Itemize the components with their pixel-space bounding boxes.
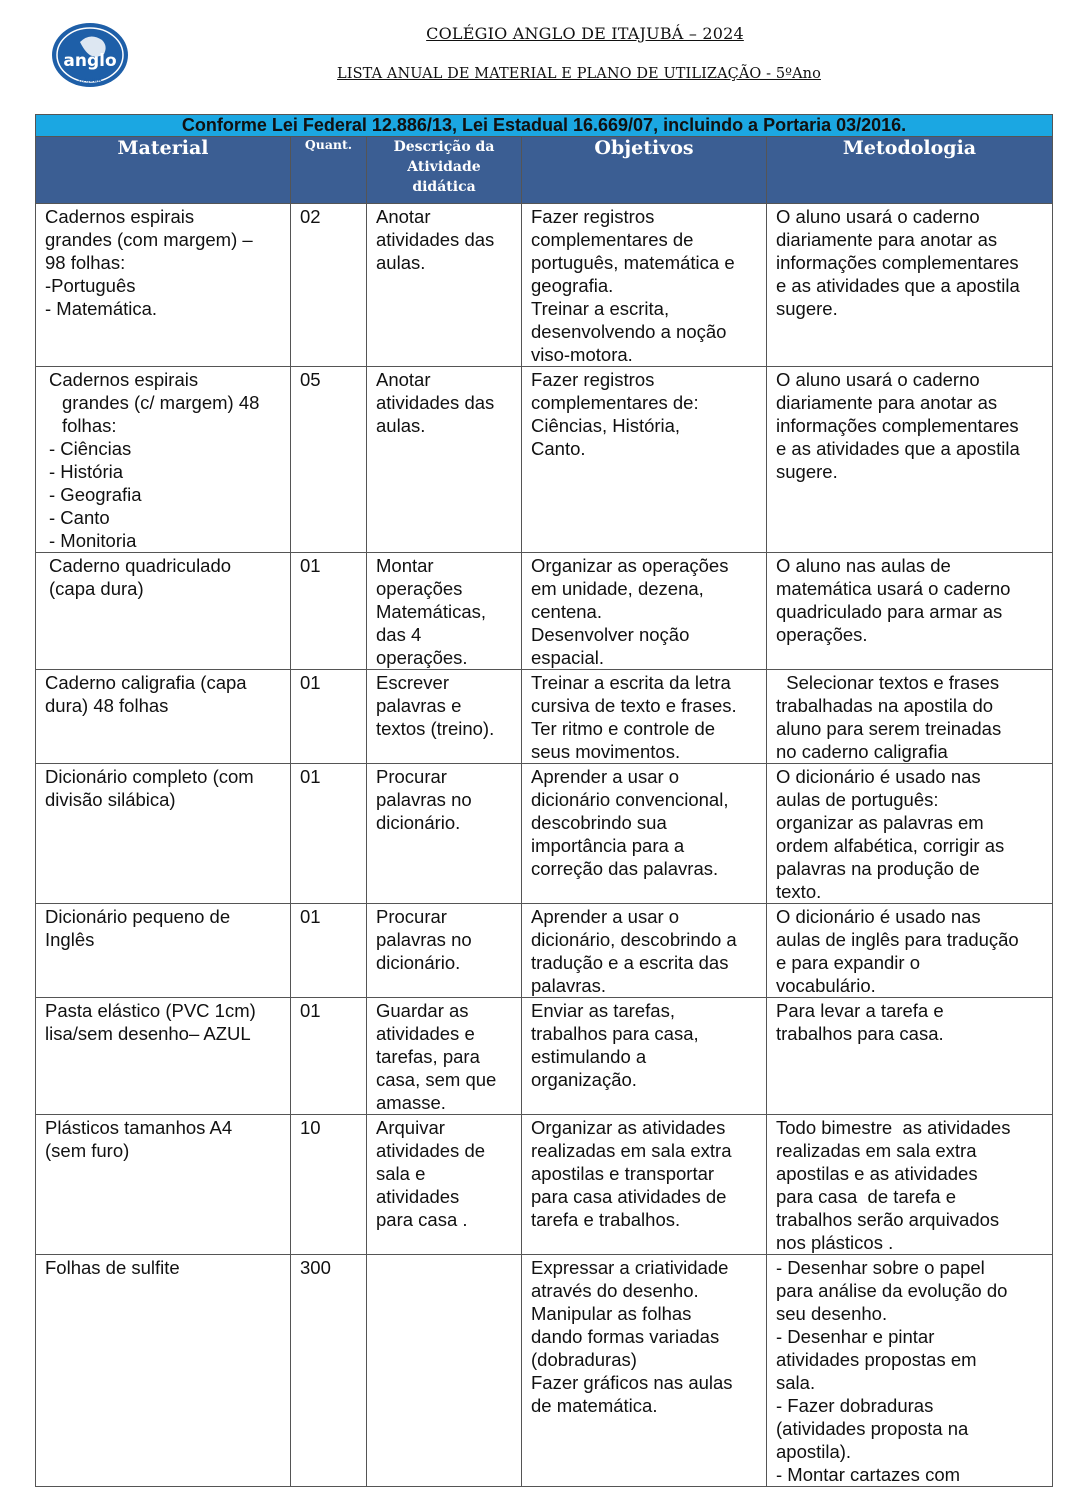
school-title: COLÉGIO ANGLO DE ITAJUBÁ – 2024 xyxy=(426,24,744,43)
law-notice-row xyxy=(36,115,1053,137)
cell-objetivos: Fazer registros complementares de português, matemática e geografia. Treinar a escrita, desenvolvendo a noção viso-motora. xyxy=(522,204,767,367)
cell-metodologia: O aluno usará o caderno diariamente para anotar as informações complementares e as atividades que a apostila sugere. xyxy=(767,204,1053,367)
cell-metodologia: Selecionar textos e frases trabalhadas na apostila do aluno para serem treinadas no caderno caligrafia xyxy=(767,670,1053,764)
cell-material: Dicionário pequeno de Inglês xyxy=(36,904,291,998)
cell-descricao xyxy=(367,1255,522,1487)
cell-quant: 02 xyxy=(291,204,367,367)
table-row xyxy=(36,764,1053,904)
cell-descricao: Procurar palavras no dicionário. xyxy=(367,764,522,904)
cell-descricao: Anotar atividades das aulas. xyxy=(367,367,522,553)
cell-material: Caderno caligrafia (capa dura) 48 folhas xyxy=(36,670,291,764)
cell-objetivos: Treinar a escrita da letra cursiva de texto e frases. Ter ritmo e controle de seus movimentos. xyxy=(522,670,767,764)
cell-objetivos: Expressar a criatividade através do desenho. Manipular as folhas dando formas variadas (dobraduras) Fazer gráficos nas aulas de matemática. xyxy=(522,1255,767,1487)
cell-objetivos: Organizar as operações em unidade, dezena, centena. Desenvolver noção espacial. xyxy=(522,553,767,670)
cell-objetivos: Enviar as tarefas, trabalhos para casa, estimulando a organização. xyxy=(522,998,767,1115)
header-metodologia: Metodologia xyxy=(767,137,1053,204)
cell-material: Caderno quadriculado (capa dura) xyxy=(36,553,291,670)
cell-quant: 01 xyxy=(291,904,367,998)
cell-metodologia: O dicionário é usado nas aulas de português: organizar as palavras em ordem alfabética, corrigir as palavras na produção de texto. xyxy=(767,764,1053,904)
cell-material: Folhas de sulfite xyxy=(36,1255,291,1487)
cell-objetivos: Organizar as atividades realizadas em sala extra apostilas e transportar para casa atividades de tarefa e trabalhos. xyxy=(522,1115,767,1255)
cell-descricao: Escrever palavras e textos (treino). xyxy=(367,670,522,764)
header-descricao: Descrição da Atividade didática xyxy=(367,137,522,204)
cell-metodologia: O dicionário é usado nas aulas de inglês para tradução e para expandir o vocabulário. xyxy=(767,904,1053,998)
header-material: Material xyxy=(36,137,291,204)
cell-metodologia: Para levar a tarefa e trabalhos para casa. xyxy=(767,998,1053,1115)
table-header-row xyxy=(36,137,1053,204)
logo-text: anglo xyxy=(63,51,117,71)
cell-material: Dicionário completo (com divisão silábica) xyxy=(36,764,291,904)
table-row xyxy=(36,1255,1053,1487)
table-row xyxy=(36,367,1053,553)
cell-descricao: Anotar atividades das aulas. xyxy=(367,204,522,367)
cell-descricao: Procurar palavras no dicionário. xyxy=(367,904,522,998)
cell-quant: 01 xyxy=(291,998,367,1115)
material-table xyxy=(35,114,1053,1487)
cell-quant: 300 xyxy=(291,1255,367,1487)
cell-objetivos: Aprender a usar o dicionário, descobrindo a tradução e a escrita das palavras. xyxy=(522,904,767,998)
cell-quant: 10 xyxy=(291,1115,367,1255)
table-row xyxy=(36,204,1053,367)
cell-descricao: Montar operações Matemáticas, das 4 operações. xyxy=(367,553,522,670)
cell-objetivos: Aprender a usar o dicionário convencional, descobrindo sua importância para a correção das palavras. xyxy=(522,764,767,904)
cell-quant: 01 xyxy=(291,764,367,904)
header-quant: Quant. xyxy=(291,137,367,204)
table-row xyxy=(36,904,1053,998)
cell-metodologia: Todo bimestre as atividades realizadas em sala extra apostilas e as atividades para casa de tarefa e trabalhos serão arquivados nos plásticos . xyxy=(767,1115,1053,1255)
table-row xyxy=(36,670,1053,764)
cell-quant: 01 xyxy=(291,670,367,764)
table-row xyxy=(36,998,1053,1115)
cell-descricao: Arquivar atividades de sala e atividades para casa . xyxy=(367,1115,522,1255)
cell-descricao: Guardar as atividades e tarefas, para casa, sem que amasse. xyxy=(367,998,522,1115)
cell-quant: 05 xyxy=(291,367,367,553)
cell-quant: 01 xyxy=(291,553,367,670)
logo-subtext: ITAJUBÁ xyxy=(78,77,102,84)
law-notice: Conforme Lei Federal 12.886/13, Lei Estadual 16.669/07, incluindo a Portaria 03/2016. xyxy=(36,115,1053,137)
table-row xyxy=(36,1115,1053,1255)
cell-material: Cadernos espirais grandes (com margem) – 98 folhas: -Português - Matemática. xyxy=(36,204,291,367)
cell-material: Plásticos tamanhos A4 (sem furo) xyxy=(36,1115,291,1255)
cell-objetivos: Fazer registros complementares de: Ciências, História, Canto. xyxy=(522,367,767,553)
list-title: LISTA ANUAL DE MATERIAL E PLANO DE UTILIZAÇÃO - 5ºAno xyxy=(337,66,821,82)
cell-metodologia: - Desenhar sobre o papel para análise da evolução do seu desenho. - Desenhar e pintar atividades propostas em sala. - Fazer dobraduras (atividades proposta na apostila). - Montar cartazes com xyxy=(767,1255,1053,1487)
table-row xyxy=(36,553,1053,670)
cell-metodologia: O aluno usará o caderno diariamente para anotar as informações complementares e as atividades que a apostila sugere. xyxy=(767,367,1053,553)
header-objetivos: Objetivos xyxy=(522,137,767,204)
cell-material: Pasta elástico (PVC 1cm) lisa/sem desenho– AZUL xyxy=(36,998,291,1115)
cell-metodologia: O aluno nas aulas de matemática usará o caderno quadriculado para armar as operações. xyxy=(767,553,1053,670)
cell-material: Cadernos espirais grandes (c/ margem) 48 folhas: - Ciências - História - Geografia - Canto - Monitoria xyxy=(36,367,291,553)
